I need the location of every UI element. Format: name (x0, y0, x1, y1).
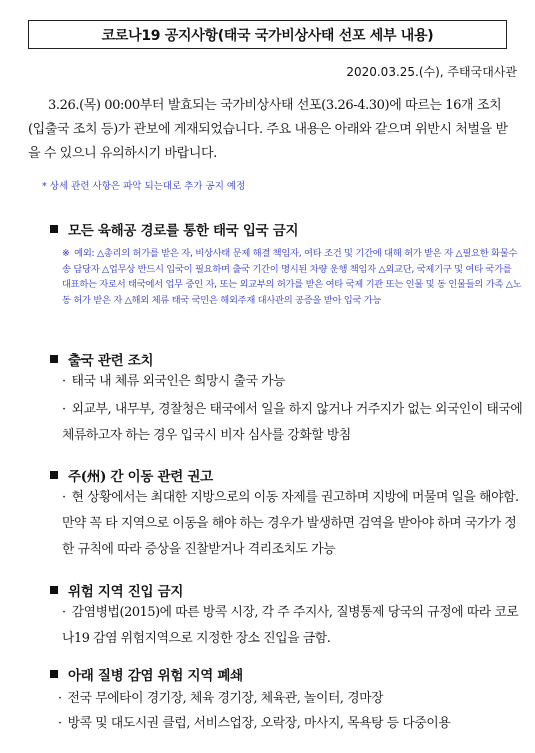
bullet-dot-icon: · (58, 716, 62, 731)
section-heading-entry-ban (50, 219, 298, 239)
title-text: 코로나19 공지사항(태국 국가비상사태 선포 세부 내용) (101, 27, 434, 44)
section-heading-closures (50, 664, 243, 684)
section-heading-text: 아래 질병 감염 위험 지역 폐쇄 (68, 668, 243, 684)
list-item-text: 현 상황에서는 최대한 지방으로의 이동 자제를 권고하며 지방에 머물며 일을 해야함. 만약 꼭 타 지역으로 이동을 해야 하는 경우가 발생하면 검역을 받아야 하며 국가가 정한 규칙에 따라 증상을 진찰받거나 격리조치도 가능 (62, 490, 519, 557)
square-bullet-icon (50, 225, 58, 233)
list-item (62, 485, 524, 563)
list-item (58, 711, 528, 737)
bullet-dot-icon: · (62, 490, 66, 505)
section-heading-text: 출국 관련 조치 (68, 353, 154, 369)
list-item-text: 전국 무에타이 경기장, 체육 경기장, 체육관, 놀이터, 경마장 (67, 691, 384, 706)
bullet-dot-icon: · (62, 402, 66, 417)
entry-ban-exceptions (62, 246, 522, 308)
bullet-dot-icon: · (62, 374, 66, 389)
bullet-dot-icon: · (58, 691, 62, 706)
section-heading-text: 위험 지역 진입 금지 (68, 584, 184, 600)
dateline: 2020.03.25.(수), 주태국대사관 (346, 65, 517, 79)
square-bullet-icon (50, 471, 58, 479)
exceptions-text: 예외: △총리의 허가를 받은 자, 비상사태 문제 해결 책임자, 여타 조건 및 기간에 대해 허가 받은 자 △필요한 화물수송 담당자 △업무상 반드시 입국이 필요하며 출국 기간이 명시된 차량 운행 책임자 △외교단, 국제기구 및 여타 국가를 대표하는 자로서 태국에서 업무 중인 자, 또는 외교부의 허가를 받은 여타 국제 기관 또는 인물 및 동 인물들의 가족 △노동 허가 받은 자 △해외 체류 태국 국민은 해외주재 대사관의 공증을 받아 입국 가능 (62, 248, 522, 306)
reference-mark-icon: ※ (62, 248, 70, 259)
section-heading-interprovince-travel (50, 465, 213, 485)
list-item-text: 감염병법(2015)에 따른 방콕 시장, 각 주 주지사, 질병통제 당국의 규정에 따라 코로나19 감염 위험지역으로 지정한 장소 진입을 금함. (62, 605, 519, 646)
square-bullet-icon (50, 355, 58, 363)
list-item (62, 397, 524, 449)
followup-note: * 상세 관련 사항은 파악 되는대로 추가 공지 예정 (42, 181, 246, 192)
section-heading-text: 주(州) 간 이동 관련 권고 (68, 469, 213, 485)
square-bullet-icon (50, 586, 58, 594)
bullet-dot-icon: · (62, 605, 66, 620)
section-heading-departure (50, 349, 153, 369)
list-item (58, 686, 528, 712)
intro-paragraph: 3.26.(목) 00:00부터 발효되는 국가비상사태 선포(3.26-4.30)에 따르는 16개 조치(입출국 조치 등)가 관보에 게재되었습니다. 주요 내용은 아래와 같으며 위반시 처벌을 받을 수 있으니 유의하시기 바랍니다. (28, 98, 508, 161)
section-heading-text: 모든 육해공 경로를 통한 태국 입국 금지 (68, 223, 299, 239)
list-item-text: 태국 내 체류 외국인은 희망시 출국 가능 (71, 374, 286, 389)
list-item (62, 600, 524, 652)
square-bullet-icon (50, 670, 58, 678)
document-title (28, 20, 507, 49)
list-item-text: 방콕 및 대도시권 클럽, 서비스업장, 오락장, 마사지, 목욕탕 등 다중이용 (67, 716, 451, 731)
list-item (62, 369, 524, 395)
list-item-text: 외교부, 내무부, 경찰청은 태국에서 일을 하지 않거나 거주지가 없는 외국인이 태국에 체류하고자 하는 경우 입국시 비자 심사를 강화할 방침 (62, 402, 523, 443)
section-heading-risk-area-ban (50, 580, 183, 600)
